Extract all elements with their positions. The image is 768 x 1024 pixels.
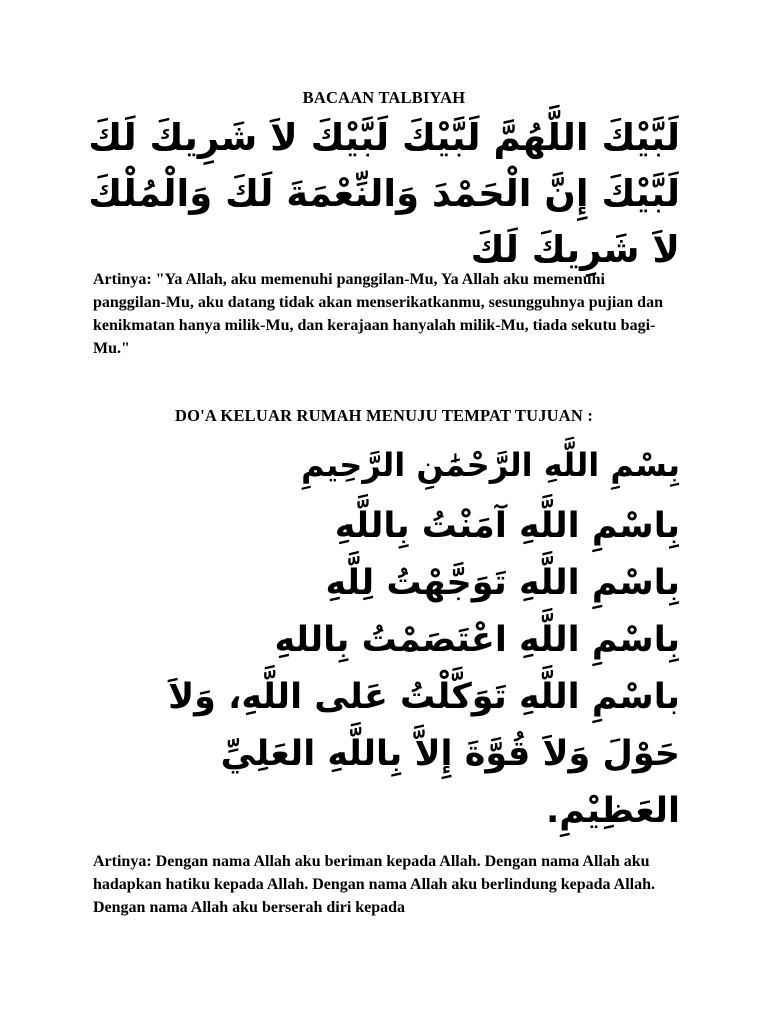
doa-arabic-line-3: بِاسْمِ اللَّهِ اعْتَصَمْتُ بِاللهِ	[274, 620, 680, 660]
talbiyah-heading: BACAAN TALBIYAH	[302, 88, 466, 107]
basmalah-line: بِسْمِ اللَّهِ الرَّحْمَٰنِ الرَّحِيمِ	[301, 446, 680, 484]
doa-keluar-meaning: Artinya: Dengan nama Allah aku beriman kepada Allah. Dengan nama Allah aku hadapkan hatiku kepada Allah. Dengan nama Allah aku berlindung kepada Allah. Dengan nama Allah aku berserah diri kepada	[93, 853, 655, 916]
doa-arabic-line-2: بِاسْمِ اللَّهِ تَوَجَّهْتُ لِلَّهِ	[325, 563, 680, 603]
talbiyah-arabic-line-3: لاَ شَرِيكَ لَكَ	[470, 228, 680, 271]
doa-arabic-line-6: العَظِيْمِ.	[545, 791, 680, 831]
doa-arabic-line-1: بِاسْمِ اللَّهِ آمَنْتُ بِاللَّهِ	[334, 506, 680, 546]
doa-keluar-arabic-text	[60, 498, 680, 840]
talbiyah-arabic-text	[60, 110, 680, 278]
doa-arabic-line-4: باسْمِ اللَّهِ تَوَكَّلْتُ عَلى اللَّهِ، وَلاَ	[168, 677, 680, 717]
doa-arabic-line-5: حَوْلَ وَلاَ قُوَّةَ إِلاَّ بِاللَّهِ العَلِيِّ	[220, 734, 680, 774]
basmalah-text	[60, 440, 680, 490]
talbiyah-arabic-line-2: لَبَّيْكَ إِنَّ الْحَمْدَ وَالنِّعْمَةَ لَكَ وَالْمُلْكَ	[88, 172, 680, 215]
talbiyah-arabic-line-1: لَبَّيْكَ اللَّهُمَّ لَبَّيْكَ لَبَّيْكَ لاَ شَرِيكَ لَكَ	[88, 116, 680, 159]
doa-keluar-heading: DO'A KELUAR RUMAH MENUJU TEMPAT TUJUAN :	[174, 406, 594, 425]
talbiyah-meaning: Artinya: "Ya Allah, aku memenuhi panggilan-Mu, Ya Allah aku memenuhi panggilan-Mu, aku datang tidak akan menserikatkanmu, sesungguhnya pujian dan kenikmatan hanya milik-Mu, dan kerajaan hanyalah milik-Mu, tiada sekutu bagi-Mu."	[93, 271, 663, 357]
